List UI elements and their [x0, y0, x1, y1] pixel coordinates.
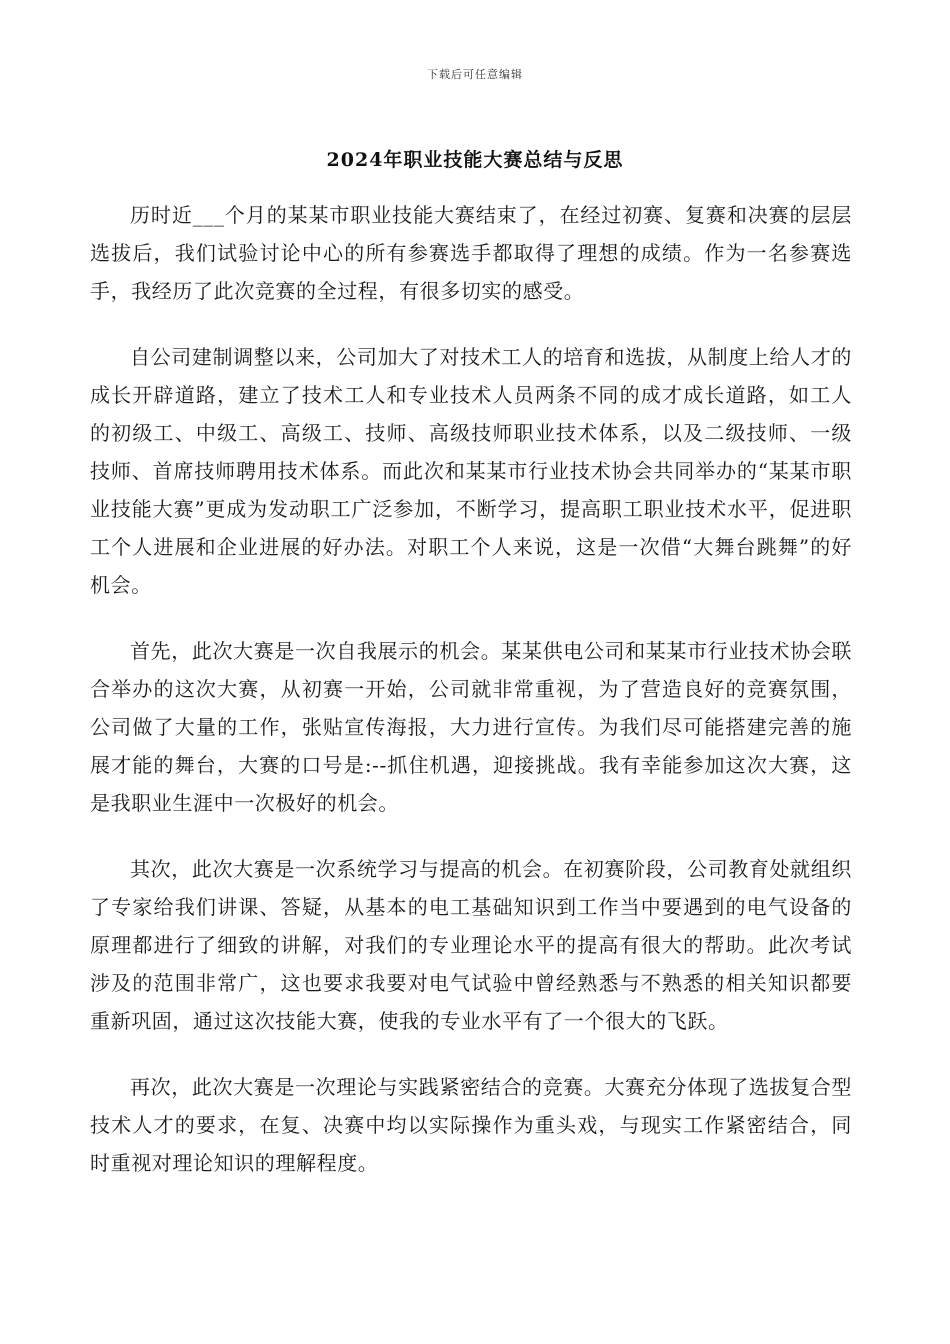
paragraph-first: 首先，此次大赛是一次自我展示的机会。某某供电公司和某某市行业技术协会联合举办的这次大赛，从初赛一开始，公司就非常重视，为了营造良好的竞赛氛围，公司做了大量的工作，张贴宣传海报，大力进行宣传。为我们尽可能搭建完善的施展才能的舞台，大赛的口号是:--抓住机遇，迎接挑战。我有幸能参加这次大赛，这是我职业生涯中一次极好的机会。	[90, 639, 852, 815]
document-body	[90, 196, 852, 1210]
paragraph-background: 自公司建制调整以来，公司加大了对技术工人的培育和选拔，从制度上给人才的成长开辟道路，建立了技术工人和专业技术人员两条不同的成才成长道路，如工人的初级工、中级工、高级工、技师、高级技师职业技术体系，以及二级技师、一级技师、首席技师聘用技术体系。而此次和某某市行业技术协会共同举办的“某某市职业技能大赛”更成为发动职工广泛参加，不断学习，提高职工职业技术水平，促进职工个人进展和企业进展的好办法。对职工个人来说，这是一次借“大舞台跳舞”的好机会。	[90, 345, 852, 597]
header-note: 下载后可任意编辑	[427, 68, 523, 81]
paragraph-third: 再次，此次大赛是一次理论与实践紧密结合的竞赛。大赛充分体现了选拔复合型技术人才的要求，在复、决赛中均以实际操作为重头戏，与现实工作紧密结合，同时重视对理论知识的理解程度。	[90, 1075, 852, 1175]
document-title: 2024年职业技能大赛总结与反思	[326, 149, 624, 171]
paragraph-intro: 历时近___个月的某某市职业技能大赛结束了，在经过初赛、复赛和决赛的层层选拔后，我们试验讨论中心的所有参赛选手都取得了理想的成绩。作为一名参赛选手，我经历了此次竞赛的全过程，有很多切实的感受。	[90, 203, 852, 303]
paragraph-second: 其次，此次大赛是一次系统学习与提高的机会。在初赛阶段，公司教育处就组织了专家给我们讲课、答疑，从基本的电工基础知识到工作当中要遇到的电气设备的原理都进行了细致的讲解，对我们的专业理论水平的提高有很大的帮助。此次考试涉及的范围非常广，这也要求我要对电气试验中曾经熟悉与不熟悉的相关知识都要重新巩固，通过这次技能大赛，使我的专业水平有了一个很大的飞跃。	[90, 857, 852, 1033]
